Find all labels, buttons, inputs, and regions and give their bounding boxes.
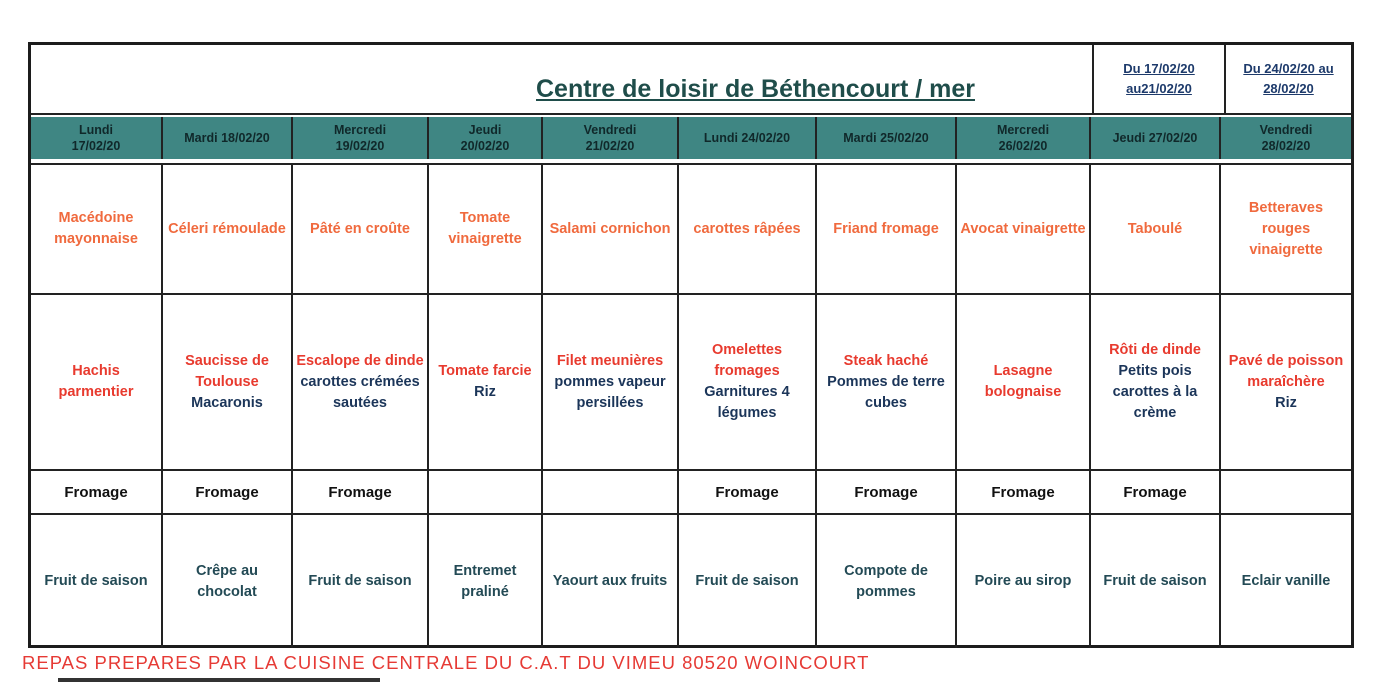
day-name: Mardi 25/02/20 bbox=[843, 131, 929, 145]
starter-cell: Avocat vinaigrette bbox=[957, 165, 1091, 293]
side-dish: pommes vapeur persillées bbox=[554, 373, 666, 411]
dessert-cell: Crêpe au chocolat bbox=[163, 515, 293, 648]
page-title: Centre de loisir de Béthencourt / mer bbox=[536, 75, 975, 103]
day-date: 17/02/20 bbox=[71, 139, 121, 153]
cheese-cell bbox=[429, 471, 543, 513]
starter-row bbox=[31, 163, 1351, 293]
cheese-cell: Fromage bbox=[817, 471, 957, 513]
main-course-cell bbox=[817, 295, 957, 469]
menu-table bbox=[28, 42, 1354, 648]
main-course-cell bbox=[429, 295, 543, 469]
day-header bbox=[429, 117, 543, 159]
day-name: Vendredi bbox=[1259, 123, 1313, 137]
dessert-cell: Fruit de saison bbox=[679, 515, 817, 648]
side-dish: Pommes de terre cubes bbox=[827, 373, 945, 411]
main-dish: Saucisse de Toulouse bbox=[185, 352, 269, 390]
main-course-row bbox=[31, 293, 1351, 469]
side-dish: Garnitures 4 légumes bbox=[704, 384, 790, 421]
day-header bbox=[293, 117, 429, 159]
cheese-cell: Fromage bbox=[679, 471, 817, 513]
dessert-cell: Eclair vanille bbox=[1241, 573, 1331, 589]
day-header bbox=[1091, 117, 1221, 159]
day-header-row bbox=[31, 113, 1351, 163]
cheese-cell: Fromage bbox=[31, 471, 163, 513]
starter-cell: Pâté en croûte bbox=[293, 165, 429, 293]
side-dish: Riz bbox=[474, 384, 496, 400]
day-header bbox=[817, 117, 957, 159]
day-name: Mardi 18/02/20 bbox=[184, 131, 270, 145]
day-name: Jeudi 27/02/20 bbox=[1112, 131, 1198, 145]
starter-cell: Tomate vinaigrette bbox=[429, 165, 543, 293]
day-name: Jeudi bbox=[468, 123, 502, 137]
side-dish: Petits pois carottes à la crème bbox=[1112, 363, 1198, 421]
main-dish: Tomate farcie bbox=[438, 363, 532, 379]
main-dish: Omelettes fromages bbox=[711, 342, 783, 379]
period-week-1-line2: au21/02/20 bbox=[1126, 81, 1192, 96]
main-course-cell bbox=[293, 295, 429, 469]
main-course-cell bbox=[1221, 295, 1351, 469]
dessert-cell: Yaourt aux fruits bbox=[543, 515, 679, 648]
main-course-cell bbox=[957, 295, 1091, 469]
side-dish: Macaronis bbox=[191, 394, 263, 411]
dessert-cell: Fruit de saison bbox=[31, 515, 163, 648]
starter-cell: carottes râpées bbox=[679, 165, 817, 293]
main-dish: Lasagne bolognaise bbox=[984, 363, 1062, 400]
day-date: 19/02/20 bbox=[335, 139, 385, 153]
main-dish: Hachis parmentier bbox=[58, 363, 134, 400]
side-dish: carottes crémées sautées bbox=[300, 373, 420, 411]
main-course-cell bbox=[163, 295, 293, 469]
day-header bbox=[543, 117, 679, 159]
main-dish: Filet meunières bbox=[556, 352, 664, 369]
starter-cell: Macédoine mayonnaise bbox=[31, 165, 163, 293]
period-week-1 bbox=[1092, 45, 1224, 113]
day-name: Mercredi bbox=[333, 123, 387, 137]
cheese-cell: Fromage bbox=[163, 471, 293, 513]
day-name: Mercredi bbox=[996, 123, 1050, 137]
day-header bbox=[679, 117, 817, 159]
main-course-cell bbox=[543, 295, 679, 469]
day-name: Lundi 24/02/20 bbox=[703, 131, 791, 145]
day-date: 26/02/20 bbox=[998, 139, 1048, 153]
period-week-2-line2: 28/02/20 bbox=[1263, 81, 1314, 96]
dessert-cell: Entremet praliné bbox=[429, 515, 543, 648]
side-dish: Riz bbox=[1275, 394, 1297, 411]
main-dish: Escalope de dinde bbox=[296, 352, 424, 369]
day-date: 21/02/20 bbox=[585, 139, 635, 153]
cheese-cell: Fromage bbox=[1091, 471, 1221, 513]
period-week-1-line1: Du 17/02/20 bbox=[1123, 61, 1195, 76]
day-header bbox=[1221, 117, 1351, 159]
footer-note: REPAS PREPARES PAR LA CUISINE CENTRALE DU C.A.T DU VIMEU 80520 WOINCOURT bbox=[22, 652, 870, 673]
day-date: 28/02/20 bbox=[1261, 139, 1311, 153]
main-dish: Pavé de poisson maraîchère bbox=[1228, 352, 1344, 390]
starter-cell: Salami cornichon bbox=[543, 165, 679, 293]
cheese-cell bbox=[543, 471, 679, 513]
cheese-cell: Fromage bbox=[957, 471, 1091, 513]
cheese-row bbox=[31, 469, 1351, 513]
starter-cell: Céleri rémoulade bbox=[163, 165, 293, 293]
title-row bbox=[31, 45, 1351, 115]
cheese-cell: Fromage bbox=[293, 471, 429, 513]
day-date: 20/02/20 bbox=[460, 139, 510, 153]
footer-divider bbox=[58, 678, 380, 682]
dessert-cell: Compote de pommes bbox=[817, 515, 957, 648]
day-header bbox=[163, 117, 293, 159]
day-header bbox=[957, 117, 1091, 159]
day-header bbox=[31, 117, 163, 159]
dessert-cell: Fruit de saison bbox=[1091, 515, 1221, 648]
day-name: Lundi bbox=[78, 123, 113, 137]
starter-cell: Friand fromage bbox=[817, 165, 957, 293]
main-course-cell bbox=[31, 295, 163, 469]
dessert-cell: Fruit de saison bbox=[293, 515, 429, 648]
dessert-cell: Poire au sirop bbox=[957, 515, 1091, 648]
cheese-cell bbox=[1221, 471, 1351, 513]
period-week-2 bbox=[1224, 45, 1351, 113]
starter-cell: Betteraves rouges vinaigrette bbox=[1248, 199, 1324, 258]
main-course-cell bbox=[679, 295, 817, 469]
day-name: Vendredi bbox=[583, 123, 637, 137]
period-week-2-line1: Du 24/02/20 au bbox=[1243, 61, 1334, 76]
main-dish: Steak haché bbox=[843, 352, 929, 369]
dessert-row bbox=[31, 513, 1351, 648]
main-course-cell bbox=[1091, 295, 1221, 469]
starter-cell: Taboulé bbox=[1091, 165, 1221, 293]
main-dish: Rôti de dinde bbox=[1109, 342, 1201, 358]
